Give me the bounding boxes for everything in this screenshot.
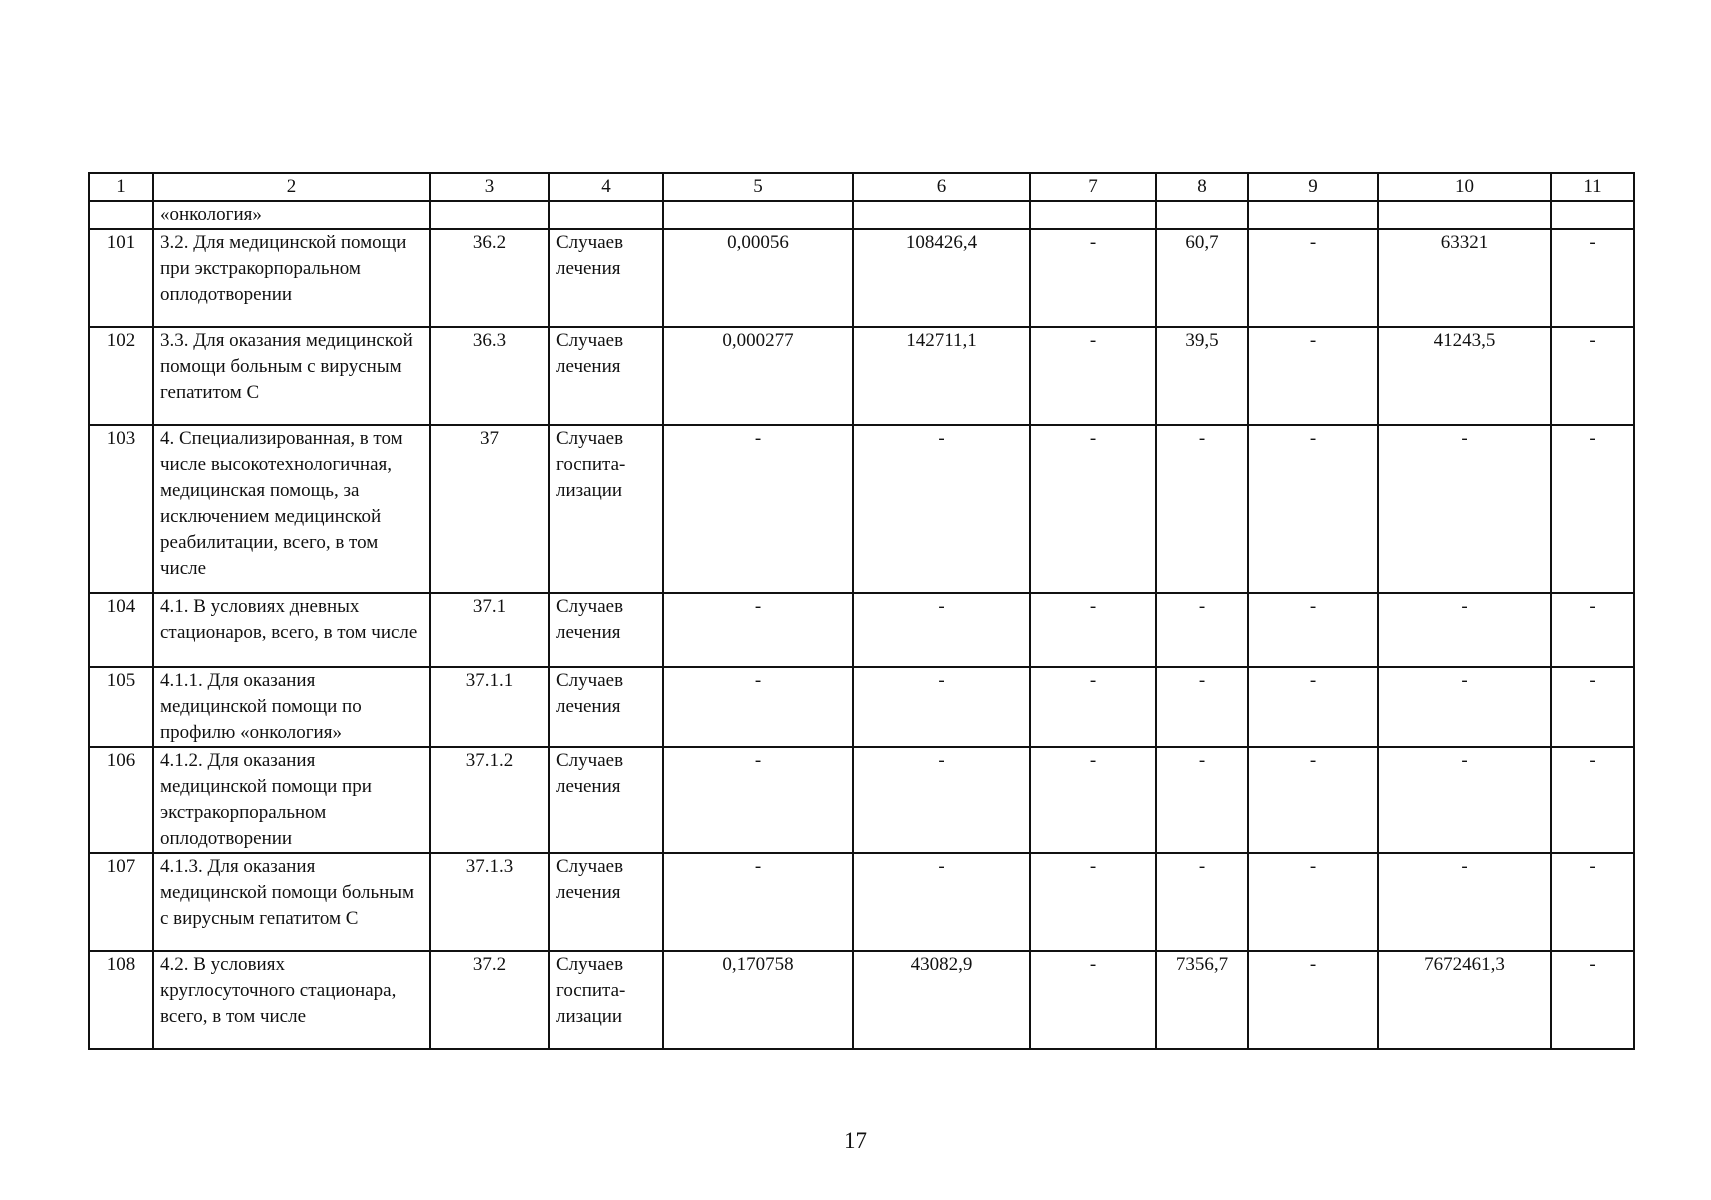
cell-col6: - — [853, 747, 1030, 853]
table-row — [89, 951, 1634, 1049]
row-unit: Случаев лечения — [549, 853, 663, 951]
row-name: 4.1.1. Для оказания медицинской помощи по профилю «онкология» — [153, 667, 430, 747]
row-number: 104 — [89, 593, 153, 667]
cell-col11: - — [1551, 853, 1634, 951]
cell-col9: - — [1248, 667, 1378, 747]
row-code: 37.1 — [430, 593, 549, 667]
cell-col9: - — [1248, 425, 1378, 593]
cell-col8: 60,7 — [1156, 229, 1248, 327]
row-number: 101 — [89, 229, 153, 327]
header-cell: 7 — [1030, 173, 1156, 201]
header-cell: 11 — [1551, 173, 1634, 201]
cell-col8: - — [1156, 593, 1248, 667]
cell-col10: - — [1378, 667, 1551, 747]
cell-col9: - — [1248, 951, 1378, 1049]
row-name: 4. Специализированная, в том числе высокотехнологичная, медицинская помощь, за исключением медицинской реабилитации, всего, в том числе — [153, 425, 430, 593]
cell-col11: - — [1551, 747, 1634, 853]
row-name: 4.1. В условиях дневных стационаров, всего, в том числе — [153, 593, 430, 667]
cell-col9: - — [1248, 229, 1378, 327]
row-name: 4.1.2. Для оказания медицинской помощи при экстракорпоральном оплодотворении — [153, 747, 430, 853]
row-code: 37.1.1 — [430, 667, 549, 747]
row-unit: Случаев госпита-лизации — [549, 951, 663, 1049]
cell-col11: - — [1551, 229, 1634, 327]
table-row — [89, 593, 1634, 667]
cell-col7: - — [1030, 747, 1156, 853]
row-name: 4.2. В условиях круглосуточного стационара, всего, в том числе — [153, 951, 430, 1049]
cell-col6: - — [853, 425, 1030, 593]
continuation-row — [89, 201, 1634, 229]
header-cell: 2 — [153, 173, 430, 201]
cell-col11: - — [1551, 951, 1634, 1049]
header-cell: 1 — [89, 173, 153, 201]
table-cell — [1248, 201, 1378, 229]
cell-col9: - — [1248, 327, 1378, 425]
row-code: 37 — [430, 425, 549, 593]
cell-col11: - — [1551, 593, 1634, 667]
cell-col6: 43082,9 — [853, 951, 1030, 1049]
table-row — [89, 853, 1634, 951]
row-code: 37.2 — [430, 951, 549, 1049]
header-cell: 3 — [430, 173, 549, 201]
row-code: 37.1.2 — [430, 747, 549, 853]
table-cell — [1156, 201, 1248, 229]
cell-col8: - — [1156, 425, 1248, 593]
cell-col10: 63321 — [1378, 229, 1551, 327]
cell-col7: - — [1030, 327, 1156, 425]
row-code: 36.2 — [430, 229, 549, 327]
row-unit: Случаев госпита-лизации — [549, 425, 663, 593]
cell-col5: 0,170758 — [663, 951, 853, 1049]
row-number: 102 — [89, 327, 153, 425]
cell-col8: - — [1156, 747, 1248, 853]
row-name: 3.2. Для медицинской помощи при экстракорпоральном оплодотворении — [153, 229, 430, 327]
cell-col11: - — [1551, 425, 1634, 593]
row-number: 105 — [89, 667, 153, 747]
table-cell — [853, 201, 1030, 229]
cell-col7: - — [1030, 425, 1156, 593]
cell-col8: 39,5 — [1156, 327, 1248, 425]
cell-col6: - — [853, 853, 1030, 951]
cell-col5: 0,00056 — [663, 229, 853, 327]
cell-col6: - — [853, 667, 1030, 747]
row-name: 4.1.3. Для оказания медицинской помощи больным с вирусным гепатитом С — [153, 853, 430, 951]
row-unit: Случаев лечения — [549, 747, 663, 853]
table-cell — [1030, 201, 1156, 229]
table-row — [89, 747, 1634, 853]
cell-col5: - — [663, 853, 853, 951]
cell-col8: - — [1156, 853, 1248, 951]
table-row — [89, 667, 1634, 747]
cell-col10: - — [1378, 593, 1551, 667]
table-row — [89, 229, 1634, 327]
cell-col9: - — [1248, 747, 1378, 853]
row-code: 37.1.3 — [430, 853, 549, 951]
header-row — [89, 173, 1634, 201]
row-unit: Случаев лечения — [549, 327, 663, 425]
cell-col10: - — [1378, 747, 1551, 853]
table-cell — [549, 201, 663, 229]
cell-col5: - — [663, 593, 853, 667]
cell-col6: 142711,1 — [853, 327, 1030, 425]
cell-col10: - — [1378, 853, 1551, 951]
cell-col10: 7672461,3 — [1378, 951, 1551, 1049]
row-number: 108 — [89, 951, 153, 1049]
cell-col10: 41243,5 — [1378, 327, 1551, 425]
cell-col5: - — [663, 747, 853, 853]
cell-col8: - — [1156, 667, 1248, 747]
row-code: 36.3 — [430, 327, 549, 425]
cell-col7: - — [1030, 667, 1156, 747]
cell-col8: 7356,7 — [1156, 951, 1248, 1049]
row-unit: Случаев лечения — [549, 229, 663, 327]
cell-col11: - — [1551, 327, 1634, 425]
cell-col9: - — [1248, 593, 1378, 667]
header-cell: 10 — [1378, 173, 1551, 201]
cell-col5: - — [663, 425, 853, 593]
data-table — [88, 172, 1635, 1050]
row-unit: Случаев лечения — [549, 667, 663, 747]
row-number: 107 — [89, 853, 153, 951]
header-cell: 8 — [1156, 173, 1248, 201]
cell-col7: - — [1030, 951, 1156, 1049]
row-name: 3.3. Для оказания медицинской помощи больным с вирусным гепатитом С — [153, 327, 430, 425]
table-cell — [430, 201, 549, 229]
header-cell: 4 — [549, 173, 663, 201]
header-cell: 6 — [853, 173, 1030, 201]
cell-col10: - — [1378, 425, 1551, 593]
table-cell — [89, 201, 153, 229]
table-cell — [1551, 201, 1634, 229]
cell-col6: 108426,4 — [853, 229, 1030, 327]
table-cell — [663, 201, 853, 229]
cell-col7: - — [1030, 593, 1156, 667]
cell-col7: - — [1030, 229, 1156, 327]
table-cell — [1378, 201, 1551, 229]
table-row — [89, 425, 1634, 593]
continuation-text: «онкология» — [153, 201, 430, 229]
cell-col9: - — [1248, 853, 1378, 951]
row-number: 103 — [89, 425, 153, 593]
row-number: 106 — [89, 747, 153, 853]
cell-col5: - — [663, 667, 853, 747]
cell-col11: - — [1551, 667, 1634, 747]
table-row — [89, 327, 1634, 425]
row-unit: Случаев лечения — [549, 593, 663, 667]
page-number: 17 — [844, 1128, 867, 1153]
cell-col6: - — [853, 593, 1030, 667]
cell-col5: 0,000277 — [663, 327, 853, 425]
cell-col7: - — [1030, 853, 1156, 951]
header-cell: 9 — [1248, 173, 1378, 201]
header-cell: 5 — [663, 173, 853, 201]
